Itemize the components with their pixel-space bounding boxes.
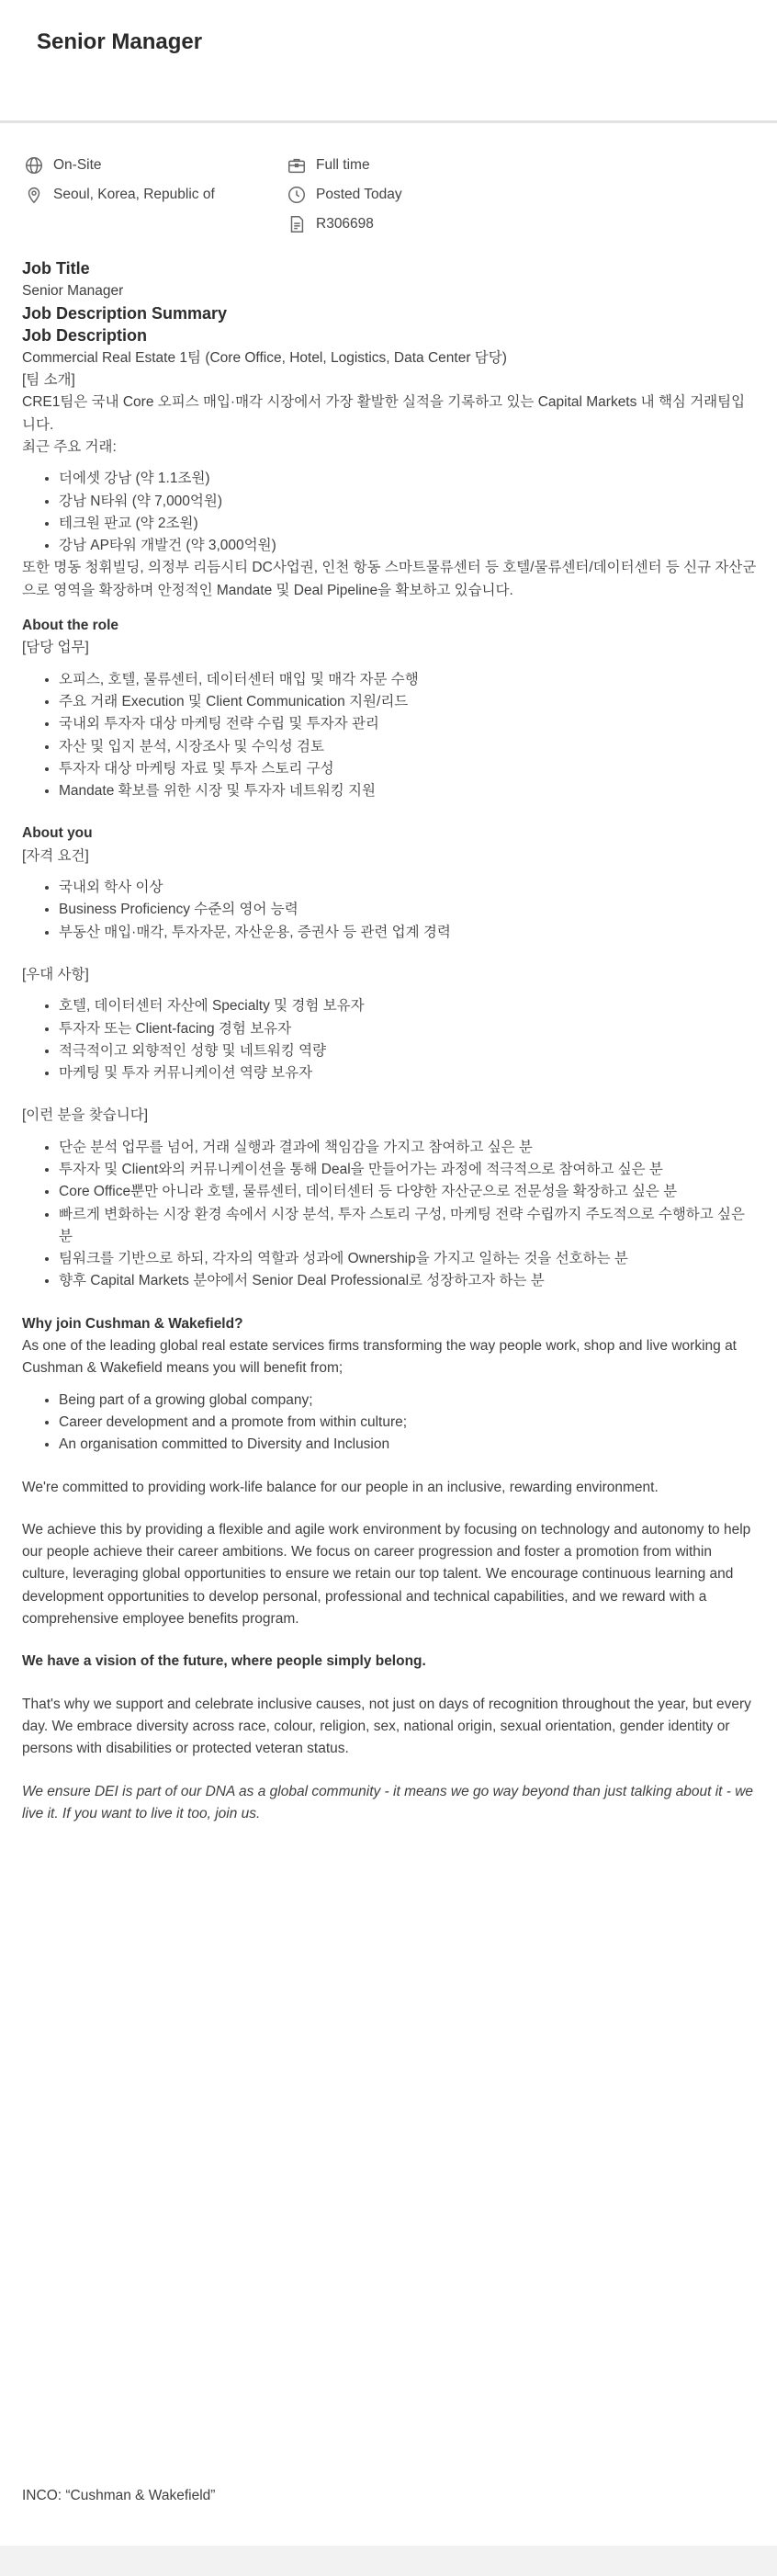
list-item: • 국내외 투자자 대상 마케팅 전략 수립 및 투자자 관리 <box>59 713 757 735</box>
role-list <box>22 669 757 803</box>
list-item: • 향후 Capital Markets 분야에서 Senior Deal Professional로 성장하고자 하는 분 <box>59 1270 757 1292</box>
list-item: • Being part of a growing global company; <box>59 1390 757 1412</box>
preferred-label: [우대 사항] <box>22 966 89 982</box>
work-mode-label: On-Site <box>53 157 102 173</box>
clock-icon <box>287 185 307 205</box>
team-intro-label: [팀 소개] <box>22 372 75 389</box>
flexible-work-paragraph: We achieve this by providing a flexible and agile work environment by focusing on technology and autonomy to help our people achieve their career ambitions. We focus on career progression and foster a promotion from within culture, leveraging global opportunities to ensure we retain our top talent. We encourage continuous learning and development opportunities to develop personal, professional and technical capabilities, and we reward with a comprehensive employee benefits program. <box>22 1521 751 1628</box>
seeking-label: [이런 분을 찾습니다] <box>22 1107 149 1124</box>
globe-icon <box>24 155 44 176</box>
location-label: Seoul, Korea, Republic of <box>53 187 215 202</box>
list-item: • 빠르게 변화하는 시장 환경 속에서 시장 분석, 투자 스토리 구성, 마케팅 전략 수립까지 주도적으로 수행하고 싶은 분 <box>59 1204 757 1249</box>
recent-deals-label: 최근 주요 거래: <box>22 438 117 455</box>
list-item: • 강남 N타워 (약 7,000억원) <box>59 491 757 513</box>
briefcase-icon <box>287 155 307 176</box>
job-meta-right <box>287 151 402 239</box>
list-item: • 호텔, 데이터센터 자산에 Specialty 및 경험 보유자 <box>59 995 757 1017</box>
list-item: • Mandate 확보를 위한 시장 및 투자자 네트워킹 지원 <box>59 780 757 802</box>
list-item: • Core Office뿐만 아니라 호텔, 물류센터, 데이터센터 등 다양한 자산군으로 전문성을 확장하고 싶은 분 <box>59 1181 757 1203</box>
about-role-heading: About the role <box>22 618 119 634</box>
list-item: • 팀워크를 기반으로 하되, 각자의 역할과 성과에 Ownership을 가지고 일하는 것을 선호하는 분 <box>59 1248 757 1270</box>
list-item: • Business Proficiency 수준의 영어 능력 <box>59 899 757 921</box>
benefits-list <box>22 1390 757 1457</box>
why-join-intro: As one of the leading global real estate services firms transforming the way people work, shop and live working at Cushman & Wakefield means you will benefit from; <box>22 1338 737 1377</box>
job-header <box>0 0 777 120</box>
requisition-id <box>287 210 402 239</box>
page-title: Senior Manager <box>37 29 203 54</box>
posted-date <box>287 180 402 210</box>
preferred-list <box>22 995 757 1084</box>
job-title-value: Senior Manager <box>22 282 124 299</box>
list-item: • 투자자 또는 Client-facing 경험 보유자 <box>59 1018 757 1040</box>
about-you-heading: About you <box>22 825 93 842</box>
recent-deals-list <box>22 468 757 557</box>
why-join-heading: Why join Cushman & Wakefield? <box>22 1315 243 1332</box>
job-title-heading: Job Title <box>22 259 90 278</box>
list-item: • 부동산 매입·매각, 투자자문, 자산운용, 증권사 등 관련 업계 경력 <box>59 922 757 944</box>
list-item: • 적극적이고 외향적인 성향 및 네트워킹 역량 <box>59 1040 757 1062</box>
dei-statement: We ensure DEI is part of our DNA as a global community - it means we go way beyond than just talking about it - we live it. If you want to live it too, join us. <box>22 1783 754 1821</box>
list-item: • 마케팅 및 투자 커뮤니케이션 역량 보유자 <box>59 1062 757 1084</box>
job-description <box>22 257 757 1845</box>
list-item: • An organisation committed to Diversity and Inclusion <box>59 1434 757 1456</box>
list-item: • 더에셋 강남 (약 1.1조원) <box>59 468 757 490</box>
posted-label: Posted Today <box>316 187 402 202</box>
document-icon <box>287 214 307 234</box>
inco-footer: INCO: “Cushman & Wakefield” <box>22 2488 216 2503</box>
map-pin-icon <box>24 185 44 205</box>
role-label: [담당 업무] <box>22 640 89 656</box>
job-description-heading: Job Description <box>22 326 148 346</box>
list-item: • 단순 분석 업무를 넘어, 거래 실행과 결과에 책임감을 가지고 참여하고 싶은 분 <box>59 1137 757 1159</box>
team-intro: CRE1팀은 국내 Core 오피스 매입·매각 시장에서 가장 활발한 실적을 기록하고 있는 Capital Markets 내 핵심 거래팀입니다. <box>22 394 746 433</box>
list-item: • 강남 AP타워 개발건 (약 3,000억원) <box>59 535 757 557</box>
inclusion-paragraph: That's why we support and celebrate inclusive causes, not just on days of recognition throughout the year, but every day. We embrace diversity across race, colour, religion, sex, national origin, sexual orientation, gender identity or persons with disabilities or protected veteran status. <box>22 1696 751 1757</box>
list-item: • 오피스, 호텔, 물류센터, 데이터센터 매입 및 매각 자문 수행 <box>59 669 757 691</box>
list-item: • 주요 거래 Execution 및 Client Communication 지원/리드 <box>59 691 757 713</box>
job-summary-heading: Job Description Summary <box>22 303 228 323</box>
list-item: • 자산 및 입지 분석, 시장조사 및 수익성 검토 <box>59 736 757 758</box>
list-item: • 투자자 및 Client와의 커뮤니케이션을 통해 Deal을 만들어가는 과정에 적극적으로 참여하고 싶은 분 <box>59 1159 757 1181</box>
team-line: Commercial Real Estate 1팀 (Core Office, Hotel, Logistics, Data Center 담당) <box>22 349 507 366</box>
requirements-label: [자격 요건] <box>22 847 89 864</box>
list-item: • 투자자 대상 마케팅 자료 및 투자 스토리 구성 <box>59 758 757 780</box>
job-type <box>287 151 402 180</box>
requirements-list <box>22 877 757 944</box>
list-item: • 국내외 학사 이상 <box>59 877 757 899</box>
location <box>24 180 215 210</box>
work-mode <box>24 151 215 180</box>
requisition-id-label: R306698 <box>316 216 374 232</box>
list-item: • 테크원 판교 (약 2조원) <box>59 513 757 535</box>
seeking-list <box>22 1137 757 1293</box>
work-life-paragraph: We're committed to providing work-life balance for our people in an inclusive, rewarding environment. <box>22 1479 659 1495</box>
header-divider <box>0 120 777 123</box>
job-meta-left <box>24 151 215 210</box>
expansion-text: 또한 명동 청휘빌딩, 의정부 리듬시티 DC사업권, 인천 항동 스마트물류센터 등 호텔/물류센터/데이터센터 등 신규 자산군으로 영역을 확장하며 안정적인 Mandate 및 Deal Pipeline을 확보하고 있습니다. <box>22 560 757 598</box>
list-item: • Career development and a promote from within culture; <box>59 1412 757 1434</box>
vision-statement: We have a vision of the future, where people simply belong. <box>22 1653 426 1670</box>
job-type-label: Full time <box>316 157 370 173</box>
